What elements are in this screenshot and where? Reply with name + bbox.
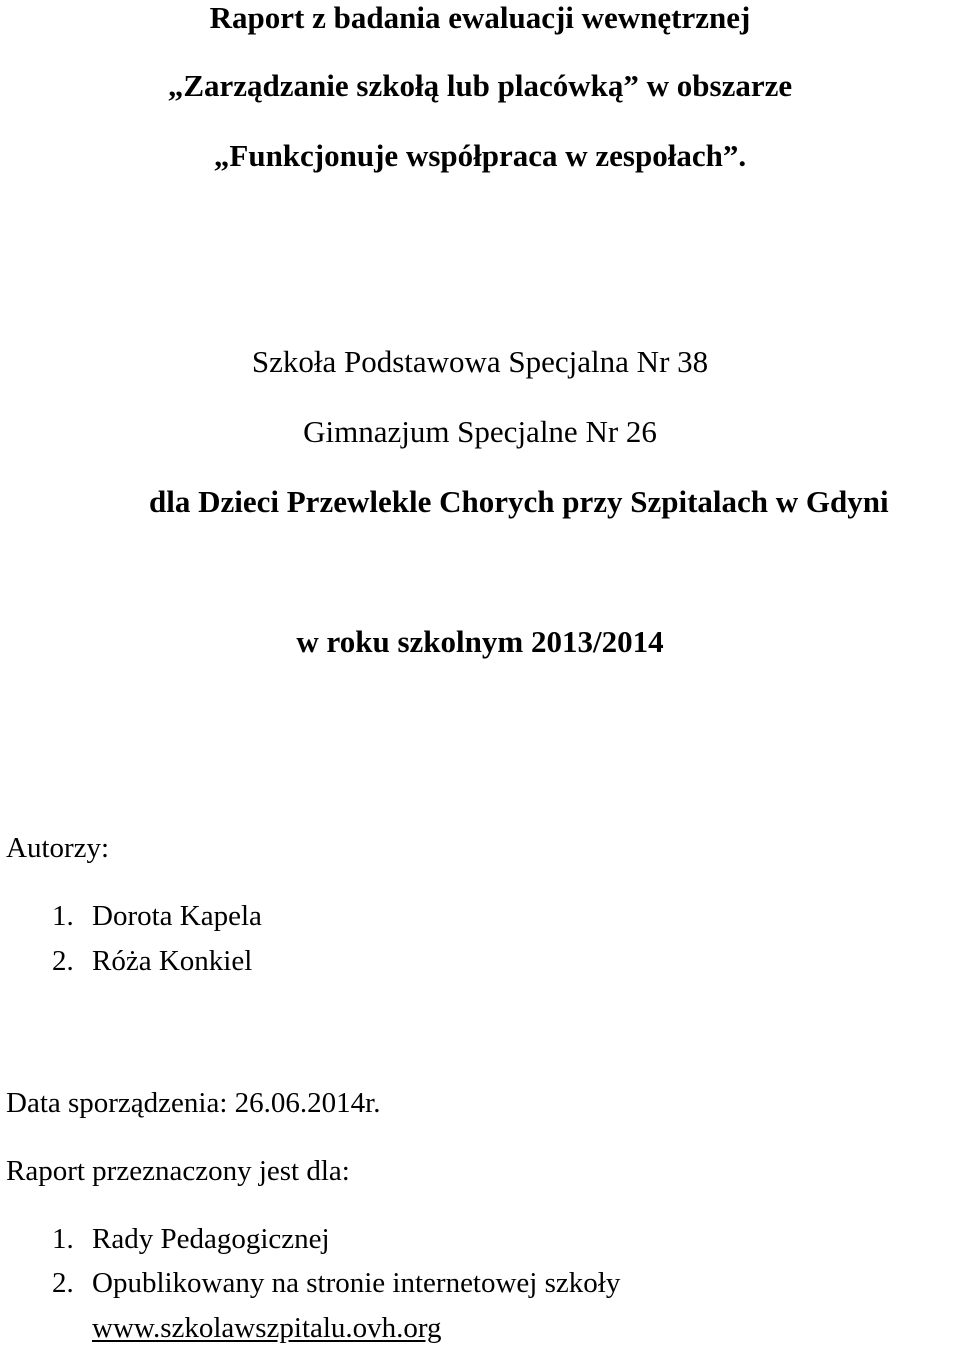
audience-item [52,1267,620,1300]
audience-label: Raport przeznaczony jest dla: [6,1155,350,1187]
author-item-number: 1. [52,900,74,932]
school-website-link[interactable]: www.szkolawszpitalu.ovh.org [92,1312,442,1344]
report-title: Raport z badania ewaluacji wewnętrznej [209,0,751,35]
school-name-description: dla Dzieci Przewlekle Chorych przy Szpitalach w Gdyni [149,484,889,519]
report-subarea: „Funkcjonuje współpraca w zespołach”. [213,138,747,173]
audience-item [52,1223,330,1256]
author-item [52,900,262,933]
date-prepared: Data sporządzenia: 26.06.2014r. [6,1087,381,1119]
author-item-number: 2. [52,945,74,977]
author-item [52,945,252,978]
report-area: „Zarządzanie szkołą lub placówką” w obszarze [167,68,793,103]
authors-label: Autorzy: [6,832,110,864]
school-name-primary: Szkoła Podstawowa Specjalna Nr 38 [251,344,709,379]
author-item-name: Dorota Kapela [92,900,262,932]
school-name-gymnasium: Gimnazjum Specjalne Nr 26 [303,414,657,449]
audience-item-number: 2. [52,1267,74,1299]
audience-item-number: 1. [52,1223,74,1255]
school-year: w roku szkolnym 2013/2014 [296,624,664,659]
audience-item-text: Opublikowany na stronie internetowej szkoły [92,1267,621,1299]
audience-item-text: Rady Pedagogicznej [92,1223,330,1255]
school-website-row [92,1312,442,1345]
author-item-name: Róża Konkiel [92,945,253,977]
